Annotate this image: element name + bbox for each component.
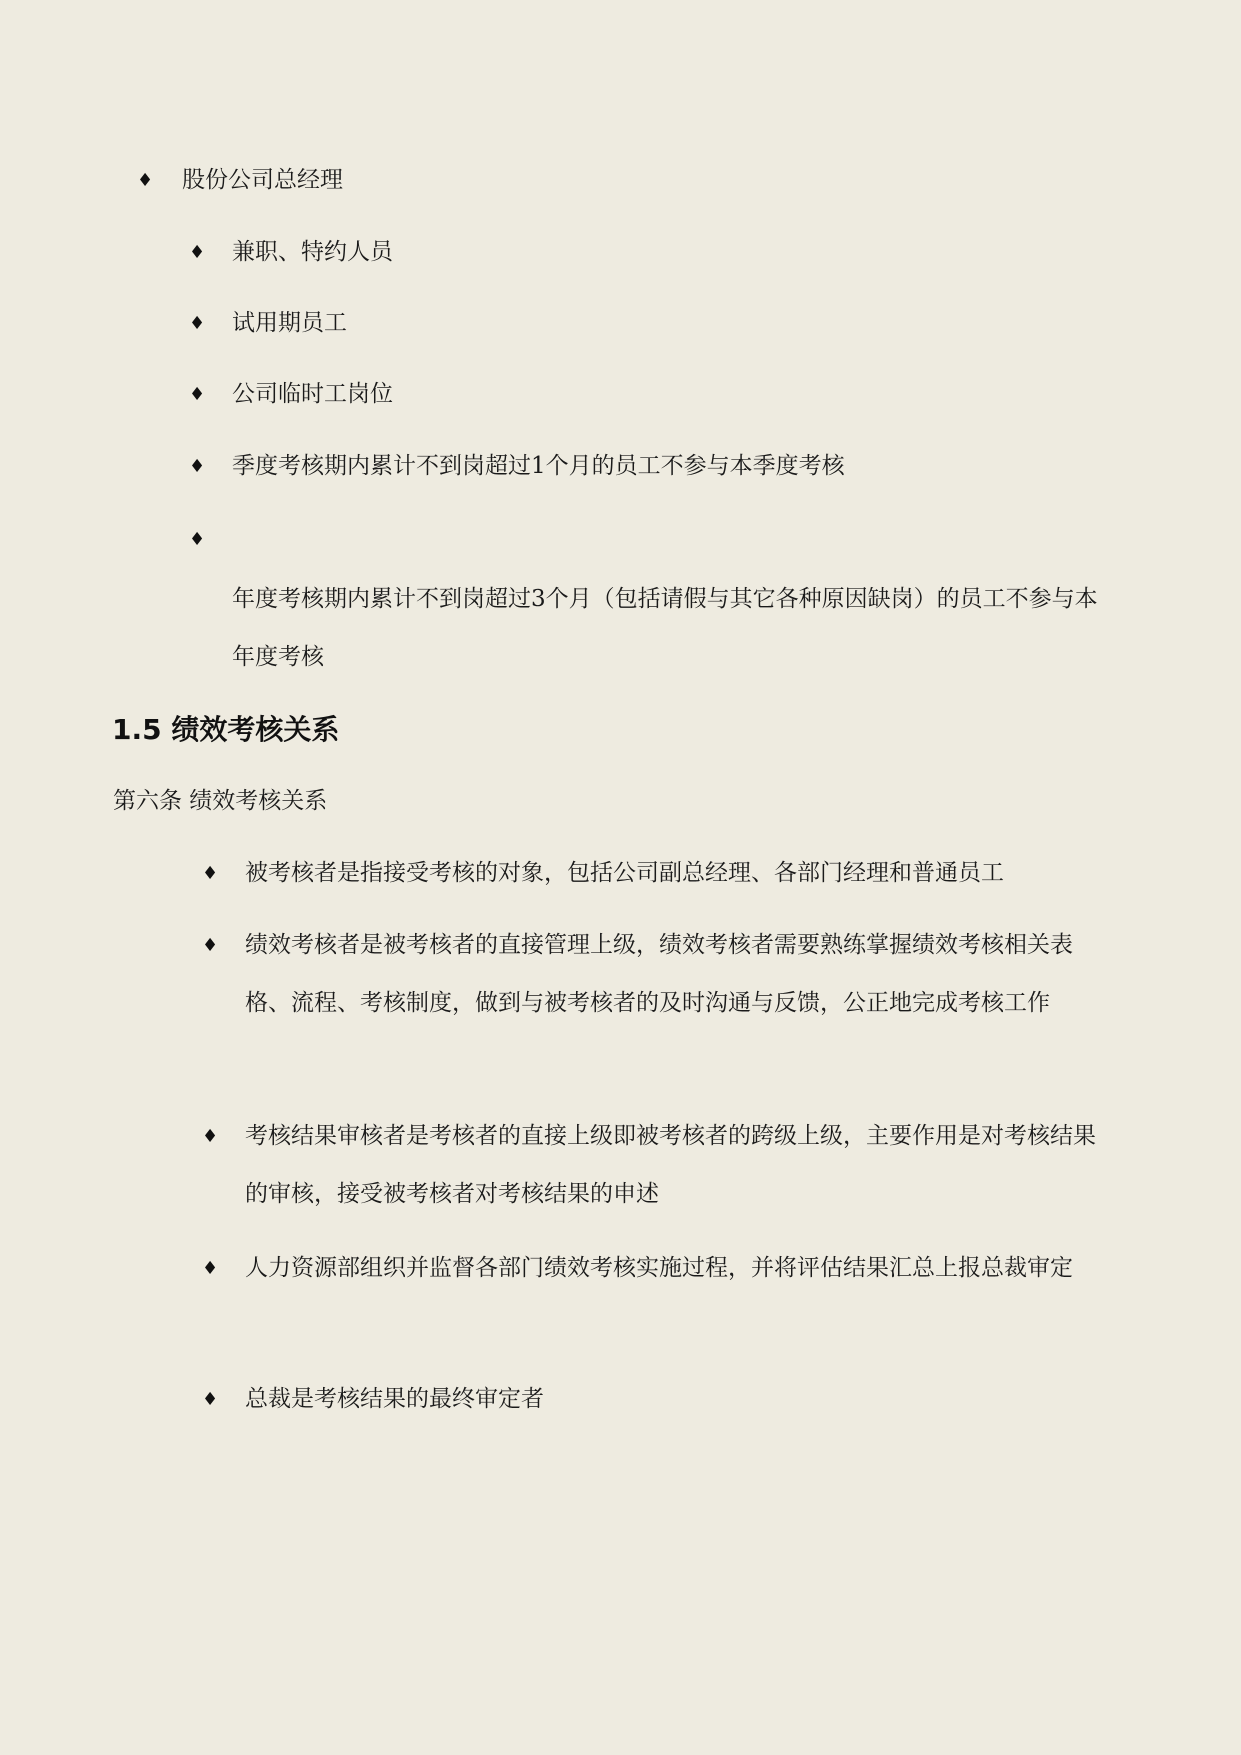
bullet-diamond-icon: ♦ xyxy=(202,935,219,956)
bullet-diamond-icon: ♦ xyxy=(189,242,206,263)
bullet-diamond-icon: ♦ xyxy=(202,1126,219,1147)
list-item: 总裁是考核结果的最终审定者 xyxy=(245,1386,544,1412)
list-item: 绩效考核者是被考核者的直接管理上级，绩效考核者需要熟练掌握绩效考核相关表格、流程、考核制度，做到与被考核者的及时沟通与反馈，公正地完成考核工作 xyxy=(245,932,1073,1016)
list-item: 兼职、特约人员 xyxy=(232,239,393,265)
bullet-diamond-icon: ♦ xyxy=(202,1258,219,1279)
bullet-diamond-icon: ♦ xyxy=(189,529,206,550)
article-title: 第六条 绩效考核关系 xyxy=(113,788,328,814)
list-item: 人力资源部组织并监督各部门绩效考核实施过程，并将评估结果汇总上报总裁审定 xyxy=(245,1255,1073,1281)
list-item: 季度考核期内累计不到岗超过1个月的员工不参与本季度考核 xyxy=(232,453,845,479)
bullet-diamond-icon: ♦ xyxy=(189,313,206,334)
list-item: 试用期员工 xyxy=(232,310,347,336)
bullet-diamond-icon: ♦ xyxy=(202,863,219,884)
bullet-diamond-icon: ♦ xyxy=(202,1389,219,1410)
bullet-diamond-icon: ♦ xyxy=(189,456,206,477)
list-item-continuation: 年度考核期内累计不到岗超过3个月（包括请假与其它各种原因缺岗）的员工不参与本年度考核 xyxy=(232,586,1098,670)
list-item: 考核结果审核者是考核者的直接上级即被考核者的跨级上级，主要作用是对考核结果的审核，接受被考核者对考核结果的申述 xyxy=(245,1123,1096,1207)
list-item: 股份公司总经理 xyxy=(182,167,343,193)
bullet-diamond-icon: ♦ xyxy=(189,384,206,405)
bullet-diamond-icon: ♦ xyxy=(137,170,154,191)
list-item: 被考核者是指接受考核的对象，包括公司副总经理、各部门经理和普通员工 xyxy=(245,860,1004,886)
list-item: 公司临时工岗位 xyxy=(232,381,393,407)
section-heading: 1.5 绩效考核关系 xyxy=(112,713,340,746)
